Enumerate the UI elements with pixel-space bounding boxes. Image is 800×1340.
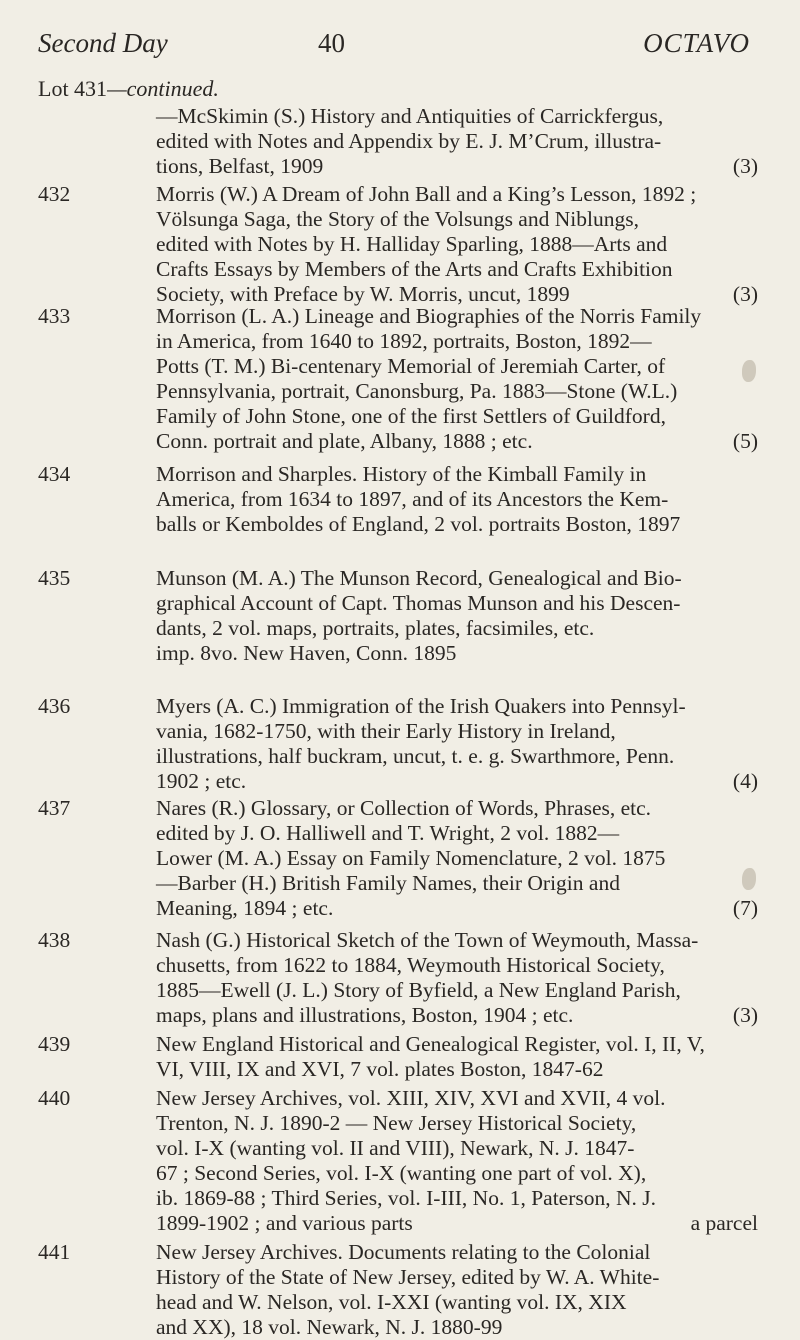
lot-line: (4) 1902 ; etc.: [156, 769, 758, 793]
lot-description: [156, 566, 758, 666]
lot-entry: [38, 694, 758, 794]
lot-description: [156, 1032, 758, 1082]
lot-line: Myers (A. C.) Immigration of the Irish Quakers into Pennsyl-: [156, 694, 686, 718]
lot-line: a parcel 1899-1902 ; and various parts: [156, 1211, 758, 1235]
lot-line: ib. 1869-88 ; Third Series, vol. I-III, No. 1, Paterson, N. J.: [156, 1186, 657, 1210]
lot-number: 433: [38, 304, 71, 328]
lot-line: Munson (M. A.) The Munson Record, Genealogical and Bio-: [156, 566, 682, 590]
lot-line: vol. I-X (wanting vol. II and VIII), Newark, N. J. 1847-: [156, 1136, 635, 1160]
lot-entry: [38, 462, 758, 537]
lot-description: [156, 694, 758, 794]
page-header: [38, 28, 750, 68]
lot-line: Völsunga Saga, the Story of the Volsungs and Niblungs,: [156, 207, 639, 231]
lot-description: [156, 928, 758, 1028]
lot-line: edited with Notes by H. Halliday Sparling, 1888—Arts and: [156, 232, 668, 256]
lot-entry: [38, 1240, 758, 1340]
lot-line: and XX), 18 vol. Newark, N. J. 1880-99: [156, 1315, 503, 1339]
lot-line: Crafts Essays by Members of the Arts and Crafts Exhibition: [156, 257, 673, 281]
lot-line: (3) Society, with Preface by W. Morris, uncut, 1899: [156, 282, 758, 306]
lot-line: (3) maps, plans and illustrations, Boston, 1904 ; etc.: [156, 1003, 758, 1027]
lot-line: edited with Notes and Appendix by E. J. M’Crum, illustra-: [156, 129, 662, 153]
lot-number: 436: [38, 694, 71, 718]
lot-line: Lower (M. A.) Essay on Family Nomenclature, 2 vol. 1875: [156, 846, 666, 870]
lot-line: (3) tions, Belfast, 1909: [156, 154, 758, 178]
lot-line: graphical Account of Capt. Thomas Munson and his Descen-: [156, 591, 681, 615]
lot-line: New England Historical and Genealogical Register, vol. I, II, V,: [156, 1032, 705, 1056]
lot-entry: [38, 182, 758, 307]
lot-entry: [38, 1086, 758, 1236]
lot-line: History of the State of New Jersey, edited by W. A. White-: [156, 1265, 660, 1289]
lot-line: edited by J. O. Halliwell and T. Wright, 2 vol. 1882—: [156, 821, 620, 845]
lot-line: Morrison and Sharples. History of the Kimball Family in: [156, 462, 647, 486]
lot-description: [156, 462, 758, 537]
lot-description: [156, 104, 758, 179]
lot-line: Trenton, N. J. 1890-2 — New Jersey Historical Society,: [156, 1111, 637, 1135]
lot-number: 441: [38, 1240, 71, 1264]
page-blemish: [742, 868, 756, 890]
lot-description: [156, 1240, 758, 1340]
lot-line: illustrations, half buckram, uncut, t. e. g. Swarthmore, Penn.: [156, 744, 675, 768]
lot-line: in America, from 1640 to 1892, portraits, Boston, 1892—: [156, 329, 652, 353]
lot-line: 1885—Ewell (J. L.) Story of Byfield, a New England Parish,: [156, 978, 681, 1002]
lot-entry: [38, 104, 758, 179]
lot-line: VI, VIII, IX and XVI, 7 vol. plates Boston, 1847-62: [156, 1057, 604, 1081]
lot-number: 438: [38, 928, 71, 952]
lot-description: [156, 304, 758, 454]
lot-number: 437: [38, 796, 71, 820]
lot-line: vania, 1682-1750, with their Early History in Ireland,: [156, 719, 616, 743]
lot-line: New Jersey Archives. Documents relating to the Colonial: [156, 1240, 651, 1264]
lot-number: 440: [38, 1086, 71, 1110]
lot-line: Nares (R.) Glossary, or Collection of Words, Phrases, etc.: [156, 796, 652, 820]
lot-number: 432: [38, 182, 71, 206]
lot-line: Pennsylvania, portrait, Canonsburg, Pa. 1883—Stone (W.L.): [156, 379, 678, 403]
lot-line: Nash (G.) Historical Sketch of the Town of Weymouth, Massa-: [156, 928, 699, 952]
lot-line: dants, 2 vol. maps, portraits, plates, facsimiles, etc.: [156, 616, 595, 640]
lot-line: New Jersey Archives, vol. XIII, XIV, XVI and XVII, 4 vol.: [156, 1086, 666, 1110]
lot-entry: [38, 796, 758, 921]
lot-number: 434: [38, 462, 71, 486]
lot-line: 67 ; Second Series, vol. I-X (wanting one part of vol. X),: [156, 1161, 647, 1185]
page-blemish: [742, 360, 756, 382]
lot-entry: [38, 1032, 758, 1082]
page-number: 40: [318, 28, 345, 58]
lot-line: Morrison (L. A.) Lineage and Biographies of the Norris Family: [156, 304, 702, 328]
lot-line: (5) Conn. portrait and plate, Albany, 1888 ; etc.: [156, 429, 758, 453]
lot-line: —McSkimin (S.) History and Antiquities of Carrickfergus,: [156, 104, 664, 128]
lot-entry: [38, 566, 758, 666]
lot-prefix: Lot 431: [38, 76, 108, 101]
lot-description: [156, 1086, 758, 1236]
header-format: OCTAVO: [643, 28, 750, 58]
continued-label: —continued.: [107, 76, 219, 101]
lot-entry: [38, 928, 758, 1028]
lot-line: head and W. Nelson, vol. I-XXI (wanting vol. IX, XIX: [156, 1290, 627, 1314]
lot-line: Morris (W.) A Dream of John Ball and a King’s Lesson, 1892 ;: [156, 182, 697, 206]
header-day: Second Day: [38, 28, 168, 58]
lot-line: America, from 1634 to 1897, and of its Ancestors the Kem-: [156, 487, 669, 511]
lot-line: Potts (T. M.) Bi-centenary Memorial of Jeremiah Carter, of: [156, 354, 666, 378]
lot-entry: [38, 304, 758, 454]
lot-continuation-heading: [38, 76, 219, 102]
lot-line: (7) Meaning, 1894 ; etc.: [156, 896, 758, 920]
lot-number: 435: [38, 566, 71, 590]
lot-line: imp. 8vo. New Haven, Conn. 1895: [156, 641, 457, 665]
lot-description: [156, 796, 758, 921]
lot-line: Family of John Stone, one of the first Settlers of Guildford,: [156, 404, 666, 428]
lot-line: chusetts, from 1622 to 1884, Weymouth Historical Society,: [156, 953, 665, 977]
lot-number: 439: [38, 1032, 71, 1056]
lot-description: [156, 182, 758, 307]
lot-line: balls or Kemboldes of England, 2 vol. portraits Boston, 1897: [156, 512, 681, 536]
lot-line: —Barber (H.) British Family Names, their Origin and: [156, 871, 620, 895]
